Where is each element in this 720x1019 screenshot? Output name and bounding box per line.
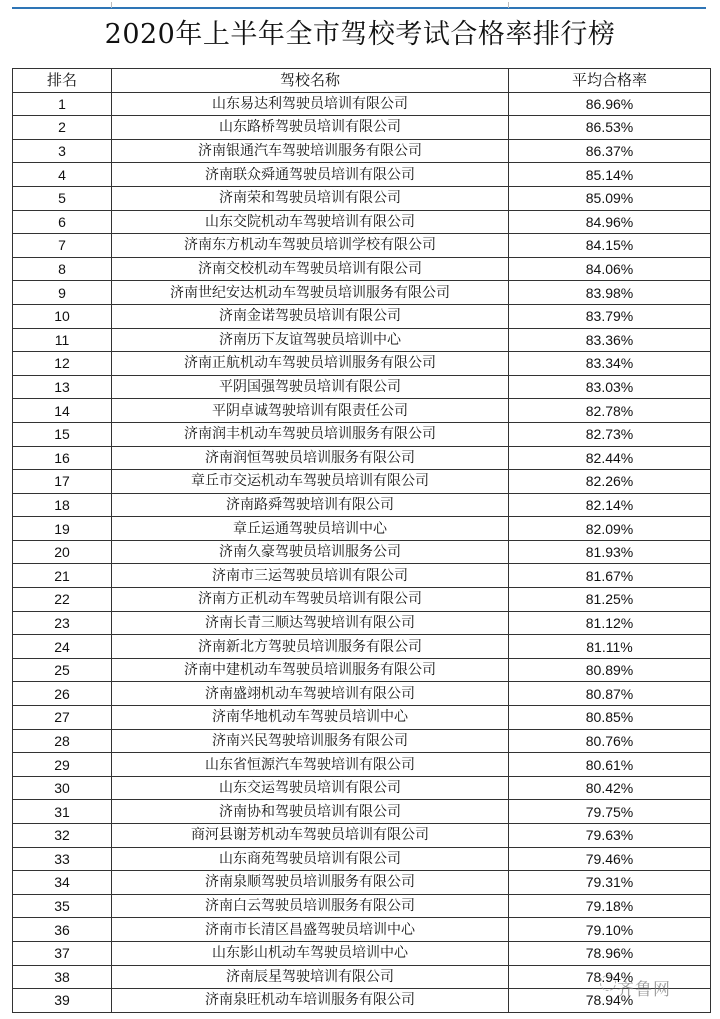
table-row — [13, 92, 711, 116]
watermark-logo-icon — [600, 975, 616, 991]
pass-rate-cell: 82.26% — [509, 470, 711, 494]
rank-cell: 5 — [13, 186, 112, 210]
school-name-cell: 济南白云驾驶员培训服务有限公司 — [112, 894, 509, 918]
rank-cell: 22 — [13, 588, 112, 612]
watermark: 齐鲁网 — [617, 980, 671, 1000]
table-row — [13, 493, 711, 517]
table-row — [13, 989, 711, 1013]
rank-cell: 29 — [13, 753, 112, 777]
table-row — [13, 658, 711, 682]
rank-cell: 35 — [13, 894, 112, 918]
pass-rate-cell: 79.63% — [509, 824, 711, 848]
school-name-cell: 山东路桥驾驶员培训有限公司 — [112, 116, 509, 140]
pass-rate-cell: 79.46% — [509, 847, 711, 871]
table-row — [13, 163, 711, 187]
pass-rate-cell: 81.11% — [509, 635, 711, 659]
pass-rate-cell: 86.96% — [509, 92, 711, 116]
school-name-cell: 山东影山机动车驾驶员培训中心 — [112, 941, 509, 965]
table-row — [13, 729, 711, 753]
table-row — [13, 446, 711, 470]
rank-cell: 18 — [13, 493, 112, 517]
table-row — [13, 304, 711, 328]
table-row — [13, 517, 711, 541]
pass-rate-cell: 85.14% — [509, 163, 711, 187]
pass-rate-cell: 86.37% — [509, 139, 711, 163]
table-row — [13, 328, 711, 352]
rank-cell: 36 — [13, 918, 112, 942]
table-row — [13, 352, 711, 376]
rank-cell: 15 — [13, 422, 112, 446]
pass-rate-cell: 84.15% — [509, 234, 711, 258]
table-row — [13, 234, 711, 258]
table-row — [13, 706, 711, 730]
pass-rate-cell: 80.76% — [509, 729, 711, 753]
pass-rate-cell: 81.12% — [509, 611, 711, 635]
table-row — [13, 257, 711, 281]
page-title: 2020年上半年全市驾校考试合格率排行榜 — [104, 19, 616, 50]
school-name-cell: 济南泉旺机动车培训服务有限公司 — [112, 989, 509, 1013]
table-row — [13, 139, 711, 163]
table-row — [13, 800, 711, 824]
rank-cell: 27 — [13, 706, 112, 730]
table-row — [13, 611, 711, 635]
rank-cell: 38 — [13, 965, 112, 989]
rank-cell: 21 — [13, 564, 112, 588]
school-name-cell: 济南润恒驾驶员培训服务有限公司 — [112, 446, 509, 470]
pass-rate-cell: 82.09% — [509, 517, 711, 541]
school-name-cell: 济南东方机动车驾驶员培训学校有限公司 — [112, 234, 509, 258]
school-name-cell: 章丘市交运机动车驾驶员培训有限公司 — [112, 470, 509, 494]
school-name-cell: 山东易达利驾驶员培训有限公司 — [112, 92, 509, 116]
school-name-cell: 济南交校机动车驾驶员培训有限公司 — [112, 257, 509, 281]
rank-cell: 26 — [13, 682, 112, 706]
pass-rate-cell: 82.44% — [509, 446, 711, 470]
pass-rate-cell: 82.73% — [509, 422, 711, 446]
rank-cell: 33 — [13, 847, 112, 871]
rank-cell: 31 — [13, 800, 112, 824]
table-row — [13, 871, 711, 895]
school-name-cell: 济南市三运驾驶员培训有限公司 — [112, 564, 509, 588]
school-name-cell: 济南华地机动车驾驶员培训中心 — [112, 706, 509, 730]
rank-cell: 30 — [13, 776, 112, 800]
school-name-cell: 济南泉顺驾驶员培训服务有限公司 — [112, 871, 509, 895]
table-row — [13, 753, 711, 777]
school-name-cell: 济南久豪驾驶员培训服务公司 — [112, 540, 509, 564]
pass-rate-cell: 80.42% — [509, 776, 711, 800]
rank-cell: 13 — [13, 375, 112, 399]
table-row — [13, 210, 711, 234]
rank-cell: 3 — [13, 139, 112, 163]
school-name-cell: 济南兴民驾驶培训服务有限公司 — [112, 729, 509, 753]
school-name-cell: 济南市长清区昌盛驾驶员培训中心 — [112, 918, 509, 942]
table-row — [13, 776, 711, 800]
school-name-cell: 济南历下友谊驾驶员培训中心 — [112, 328, 509, 352]
pass-rate-cell: 84.06% — [509, 257, 711, 281]
rank-cell: 2 — [13, 116, 112, 140]
school-name-cell: 济南长青三顺达驾驶培训有限公司 — [112, 611, 509, 635]
rank-cell: 10 — [13, 304, 112, 328]
rank-cell: 24 — [13, 635, 112, 659]
school-name-cell: 商河县谢芳机动车驾驶员培训有限公司 — [112, 824, 509, 848]
school-name-cell: 济南金诺驾驶员培训有限公司 — [112, 304, 509, 328]
pass-rate-cell: 84.96% — [509, 210, 711, 234]
pass-rate-cell: 78.94% — [509, 989, 711, 1013]
rank-cell: 32 — [13, 824, 112, 848]
table-row — [13, 281, 711, 305]
school-name-cell: 山东交院机动车驾驶培训有限公司 — [112, 210, 509, 234]
table-row — [13, 918, 711, 942]
rank-cell: 12 — [13, 352, 112, 376]
table-row — [13, 941, 711, 965]
rank-cell: 7 — [13, 234, 112, 258]
school-name-cell: 济南联众舜通驾驶员培训有限公司 — [112, 163, 509, 187]
pass-rate-cell: 81.67% — [509, 564, 711, 588]
table-row — [13, 422, 711, 446]
pass-rate-cell: 80.89% — [509, 658, 711, 682]
pass-rate-cell: 79.75% — [509, 800, 711, 824]
pass-rate-cell: 85.09% — [509, 186, 711, 210]
school-name-cell: 济南正航机动车驾驶员培训服务有限公司 — [112, 352, 509, 376]
table-row — [13, 470, 711, 494]
rank-cell: 8 — [13, 257, 112, 281]
table-row — [13, 635, 711, 659]
pass-rate-cell: 81.93% — [509, 540, 711, 564]
top-rule — [12, 7, 706, 9]
school-name-cell: 济南世纪安达机动车驾驶员培训服务有限公司 — [112, 281, 509, 305]
table-row — [13, 588, 711, 612]
school-name-cell: 济南银通汽车驾驶培训服务有限公司 — [112, 139, 509, 163]
school-name-cell: 济南新北方驾驶员培训服务有限公司 — [112, 635, 509, 659]
pass-rate-cell: 78.94% — [509, 965, 711, 989]
table-row — [13, 824, 711, 848]
pass-rate-cell: 83.98% — [509, 281, 711, 305]
rank-cell: 17 — [13, 470, 112, 494]
rank-cell: 9 — [13, 281, 112, 305]
pass-rate-cell: 78.96% — [509, 941, 711, 965]
school-name-cell: 平阴国强驾驶员培训有限公司 — [112, 375, 509, 399]
rank-cell: 1 — [13, 92, 112, 116]
school-name-cell: 济南协和驾驶员培训有限公司 — [112, 800, 509, 824]
header-pass-rate: 平均合格率 — [509, 69, 711, 93]
pass-rate-cell: 80.87% — [509, 682, 711, 706]
ranking-table — [12, 68, 711, 1013]
pass-rate-cell: 79.31% — [509, 871, 711, 895]
rank-cell: 6 — [13, 210, 112, 234]
pass-rate-cell: 83.34% — [509, 352, 711, 376]
school-name-cell: 平阴卓诚驾驶培训有限责任公司 — [112, 399, 509, 423]
table-row — [13, 399, 711, 423]
school-name-cell: 济南辰星驾驶培训有限公司 — [112, 965, 509, 989]
school-name-cell: 济南中建机动车驾驶员培训服务有限公司 — [112, 658, 509, 682]
school-name-cell: 章丘运通驾驶员培训中心 — [112, 517, 509, 541]
rank-cell: 16 — [13, 446, 112, 470]
pass-rate-cell: 82.78% — [509, 399, 711, 423]
pass-rate-cell: 83.79% — [509, 304, 711, 328]
table-row — [13, 564, 711, 588]
table-row — [13, 375, 711, 399]
school-name-cell: 济南润丰机动车驾驶员培训服务有限公司 — [112, 422, 509, 446]
rank-cell: 28 — [13, 729, 112, 753]
table-row — [13, 894, 711, 918]
pass-rate-cell: 86.53% — [509, 116, 711, 140]
rank-cell: 39 — [13, 989, 112, 1013]
table-header-row — [13, 69, 711, 93]
rank-cell: 14 — [13, 399, 112, 423]
pass-rate-cell: 81.25% — [509, 588, 711, 612]
table-row — [13, 116, 711, 140]
table-row — [13, 682, 711, 706]
table-row — [13, 186, 711, 210]
top-rule-tick — [508, 2, 509, 8]
pass-rate-cell: 79.18% — [509, 894, 711, 918]
school-name-cell: 山东省恒源汽车驾驶培训有限公司 — [112, 753, 509, 777]
rank-cell: 20 — [13, 540, 112, 564]
rank-cell: 4 — [13, 163, 112, 187]
top-rule-tick — [111, 2, 112, 8]
table-row — [13, 847, 711, 871]
school-name-cell: 济南路舜驾驶培训有限公司 — [112, 493, 509, 517]
school-name-cell: 济南荣和驾驶员培训有限公司 — [112, 186, 509, 210]
pass-rate-cell: 79.10% — [509, 918, 711, 942]
school-name-cell: 山东商苑驾驶员培训有限公司 — [112, 847, 509, 871]
pass-rate-cell: 82.14% — [509, 493, 711, 517]
header-rank: 排名 — [13, 69, 112, 93]
pass-rate-cell: 80.61% — [509, 753, 711, 777]
pass-rate-cell: 83.36% — [509, 328, 711, 352]
rank-cell: 34 — [13, 871, 112, 895]
rank-cell: 19 — [13, 517, 112, 541]
pass-rate-cell: 83.03% — [509, 375, 711, 399]
rank-cell: 11 — [13, 328, 112, 352]
school-name-cell: 济南盛翊机动车驾驶培训有限公司 — [112, 682, 509, 706]
school-name-cell: 济南方正机动车驾驶员培训有限公司 — [112, 588, 509, 612]
table-row — [13, 540, 711, 564]
rank-cell: 37 — [13, 941, 112, 965]
header-school-name: 驾校名称 — [112, 69, 509, 93]
pass-rate-cell: 80.85% — [509, 706, 711, 730]
school-name-cell: 山东交运驾驶员培训有限公司 — [112, 776, 509, 800]
rank-cell: 23 — [13, 611, 112, 635]
rank-cell: 25 — [13, 658, 112, 682]
